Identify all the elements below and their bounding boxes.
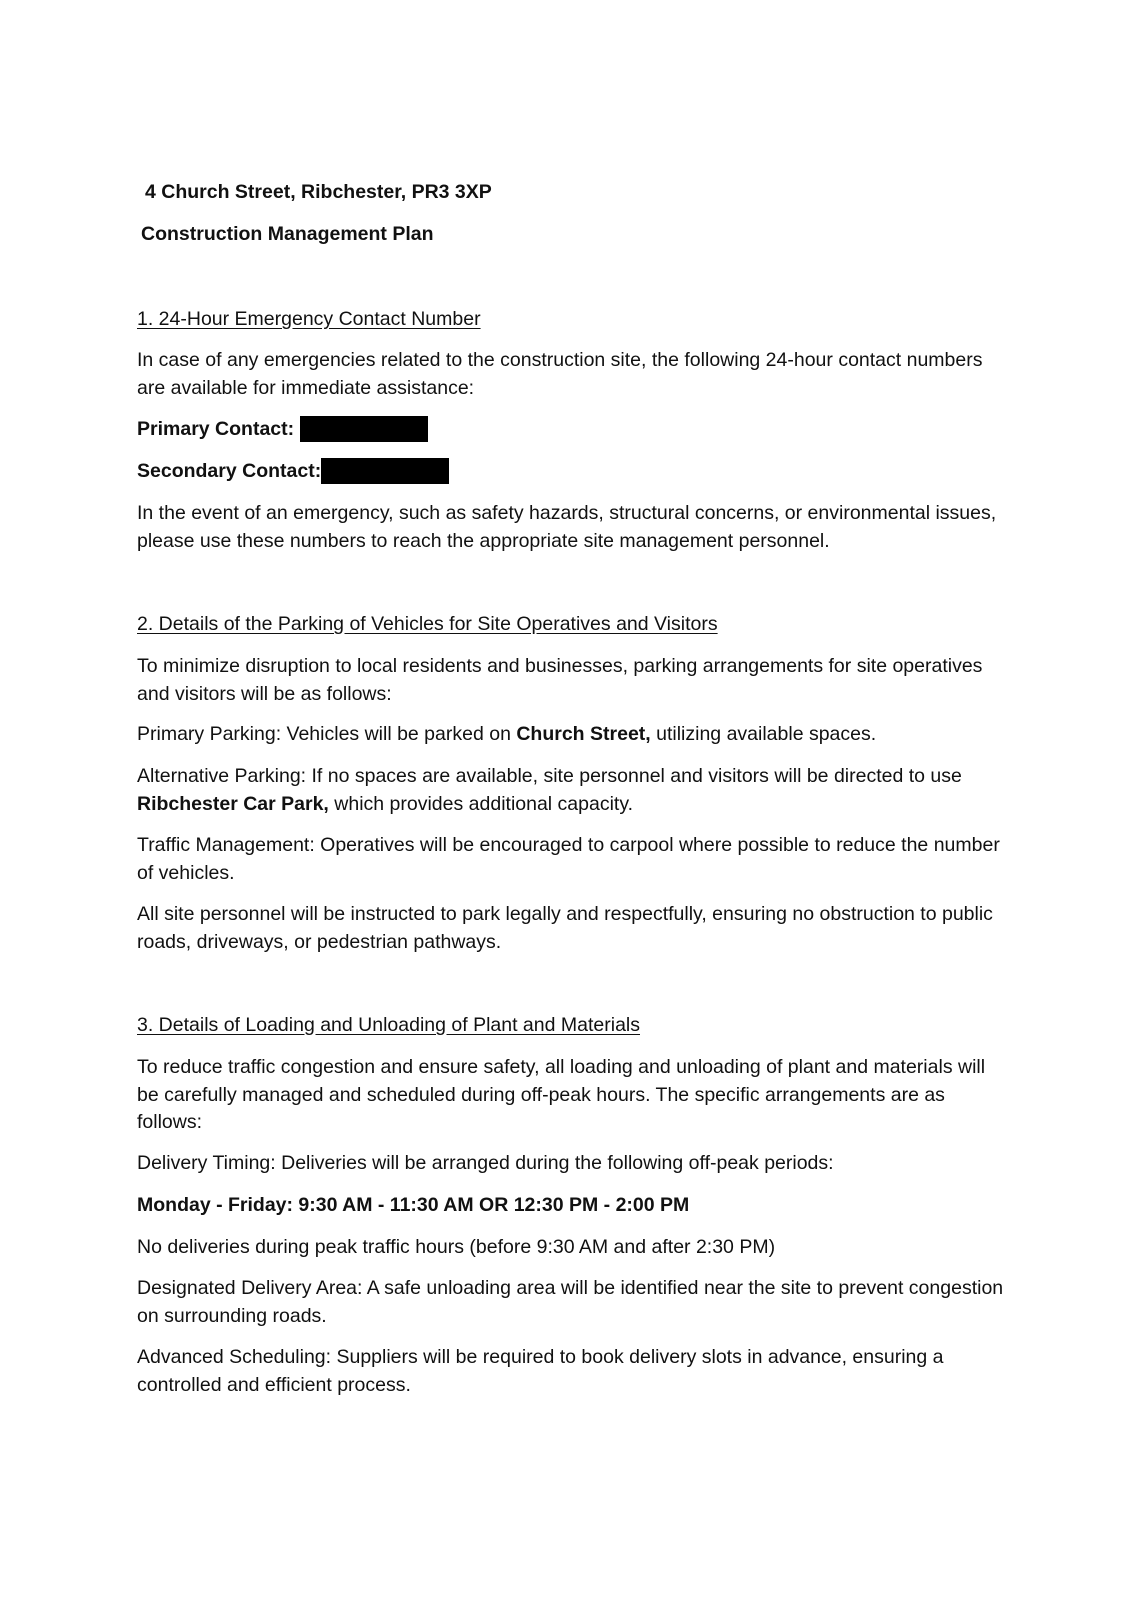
traffic-management: Traffic Management: Operatives will be encouraged to carpool where possible to reduce the number of vehicles. — [137, 834, 1000, 884]
primary-parking — [137, 721, 1007, 749]
redacted-primary-number — [300, 416, 428, 442]
section-2-outro: All site personnel will be instructed to park legally and respectfully, ensuring no obstruction to public roads, driveways, or pedestrian pathways. — [137, 903, 993, 953]
primary-parking-text: Primary Parking: Vehicles will be parked on — [137, 723, 517, 745]
address-heading: 4 Church Street, Ribchester, PR3 3XP — [145, 181, 492, 203]
no-deliveries: No deliveries during peak traffic hours (before 9:30 AM and after 2:30 PM) — [137, 1236, 776, 1258]
primary-contact-line — [137, 416, 1007, 444]
primary-parking-street: Church Street, — [516, 723, 651, 745]
delivery-area: Designated Delivery Area: A safe unloading area will be identified near the site to prevent congestion on surrounding roads. — [137, 1277, 1004, 1327]
section-1-outro: In the event of an emergency, such as safety hazards, structural concerns, or environmental issues, please use these numbers to reach the appropriate site management personnel. — [137, 502, 997, 552]
secondary-contact-line — [137, 458, 1007, 486]
redacted-secondary-number — [321, 458, 449, 484]
advanced-scheduling: Advanced Scheduling: Suppliers will be required to book delivery slots in advance, ensuring a controlled and efficient process. — [137, 1346, 944, 1396]
alternative-parking-location: Ribchester Car Park, — [137, 792, 329, 815]
alternative-parking-tail: which provides additional capacity. — [328, 792, 634, 815]
secondary-contact-label: Secondary Contact: — [137, 460, 322, 482]
section-2-intro: To minimize disruption to local residents and businesses, parking arrangements for site operatives and visitors will be as follows: — [137, 655, 983, 705]
section-1-intro: In case of any emergencies related to the construction site, the following 24-hour contact numbers are available for immediate assistance: — [137, 349, 983, 399]
section-1-heading: 1. 24-Hour Emergency Contact Number — [137, 308, 481, 330]
section-3-intro: To reduce traffic congestion and ensure safety, all loading and unloading of plant and materials will be carefully managed and scheduled during off-peak hours. The specific arrangements are as follows: — [137, 1056, 986, 1133]
section-2-heading: 2. Details of the Parking of Vehicles for Site Operatives and Visitors — [137, 613, 718, 635]
primary-contact-label: Primary Contact: — [137, 418, 295, 440]
delivery-timing: Delivery Timing: Deliveries will be arranged during the following off-peak periods: — [137, 1152, 834, 1174]
alternative-parking — [137, 763, 1007, 818]
section-3-heading: 3. Details of Loading and Unloading of Plant and Materials — [137, 1014, 640, 1036]
delivery-hours: Monday - Friday: 9:30 AM - 11:30 AM OR 12:30 PM - 2:00 PM — [137, 1194, 690, 1216]
document-title: Construction Management Plan — [141, 223, 434, 245]
primary-parking-tail: utilizing available spaces. — [650, 723, 877, 745]
alternative-parking-text: Alternative Parking: If no spaces are available, site personnel and visitors will be directed to use — [137, 765, 962, 787]
